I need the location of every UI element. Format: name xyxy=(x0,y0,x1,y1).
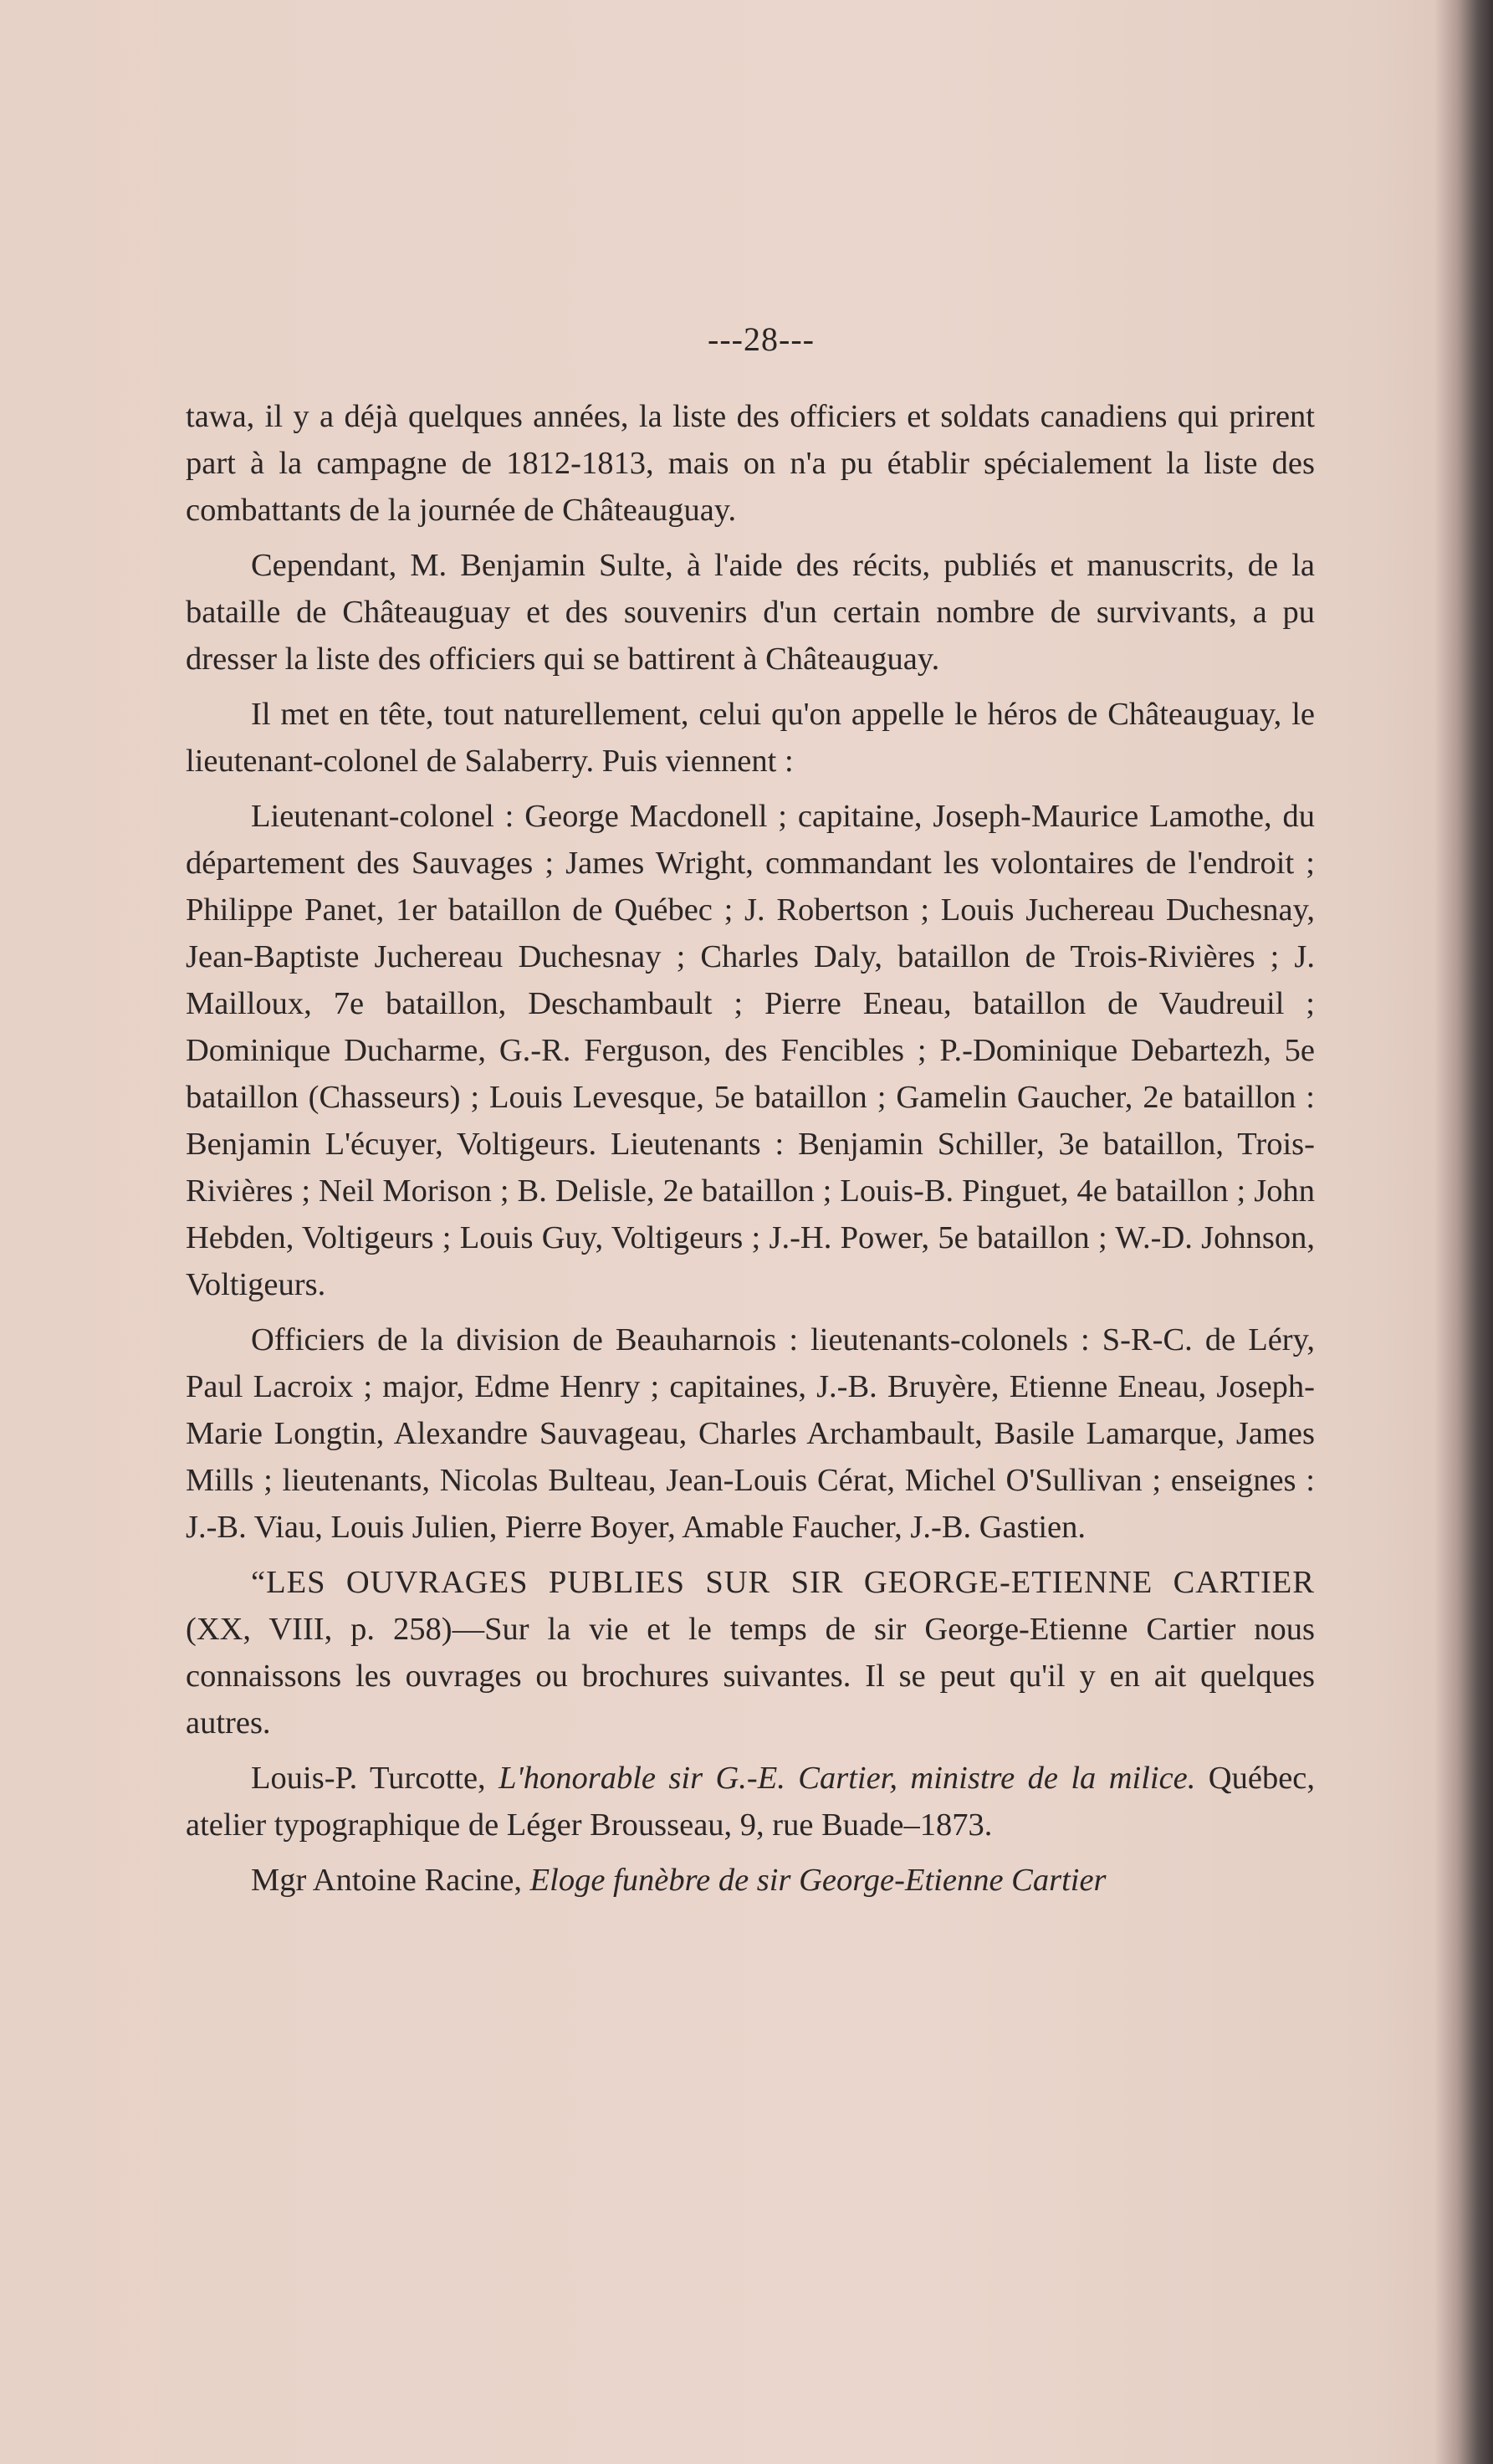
section-paragraph xyxy=(186,1559,1315,1746)
entry-title: L'honorable sir G.-E. Cartier, ministre de la milice. xyxy=(499,1761,1196,1796)
bibliography-entry xyxy=(186,1755,1315,1848)
page-number: ---28--- xyxy=(708,320,815,358)
paragraph: Cependant, M. Benjamin Sulte, à l'aide des récits, publiés et manuscrits, de la bataille de Châteauguay et des souvenirs d'un certain nombre de survivants, a pu dresser la liste des officiers qui se battirent à Châteauguay. xyxy=(186,548,1315,677)
section-text: (XX, VIII, p. 258)—Sur la vie et le temps de sir George-Etienne Cartier nous connaissons les ouvrages ou brochures suivantes. Il se peut qu'il y en ait quelques autres. xyxy=(186,1612,1315,1741)
entry-author: Mgr Antoine Racine, xyxy=(251,1863,522,1898)
book-spine-shadow xyxy=(1434,0,1493,2464)
entry-title: Eloge funèbre de sir George-Etienne Cartier xyxy=(529,1863,1107,1898)
entry-publication: Québec, atelier typographique de Léger Brousseau, 9, rue Buade–1873. xyxy=(186,1761,1315,1843)
entry-author: Louis-P. Turcotte, xyxy=(251,1761,486,1796)
officer-list-paragraph: Officiers de la division de Beauharnois : lieutenants-colonels : S-R-C. de Léry, Paul Lacroix ; major, Edme Henry ; capitaines, J.-B. Bruyère, Etienne Eneau, Joseph-Marie Longtin, Alexandre Sauvageau, Charles Archambault, Basile Lamarque, James Mills ; lieutenants, Nicolas Bulteau, Jean-Louis Cérat, Michel O'Sullivan ; enseignes : J.-B. Viau, Louis Julien, Pierre Boyer, Amable Faucher, J.-B. Gastien. xyxy=(186,1322,1315,1545)
bibliography-entry xyxy=(186,1857,1315,1904)
paragraph: tawa, il y a déjà quelques années, la liste des officiers et soldats canadiens qui prirent part à la campagne de 1812-1813, mais on n'a pu établir spécialement la liste des combattants de la journée de Châteauguay. xyxy=(186,399,1315,528)
body-text xyxy=(186,393,1315,1912)
section-heading: “LES OUVRAGES PUBLIES SUR SIR GEORGE-ETIENNE CARTIER xyxy=(251,1565,1315,1600)
paragraph: Il met en tête, tout naturellement, celui qu'on appelle le héros de Châteauguay, le lieutenant-colonel de Salaberry. Puis viennent : xyxy=(186,697,1315,779)
officer-list-paragraph: Lieutenant-colonel : George Macdonell ; capitaine, Joseph-Maurice Lamothe, du département des Sauvages ; James Wright, commandant les volontaires de l'endroit ; Philippe Panet, 1er bataillon de Québec ; J. Robertson ; Louis Juchereau Duchesnay, Jean-Baptiste Juchereau Duchesnay ; Charles Daly, bataillon de Trois-Rivières ; J. Mailloux, 7e bataillon, Deschambault ; Pierre Eneau, bataillon de Vaudreuil ; Dominique Ducharme, G.-R. Ferguson, des Fencibles ; P.-Dominique Debartezh, 5e bataillon (Chasseurs) ; Louis Levesque, 5e bataillon ; Gamelin Gaucher, 2e bataillon : Benjamin L'écuyer, Voltigeurs. Lieutenants : Benjamin Schiller, 3e bataillon, Trois-Rivières ; Neil Morison ; B. Delisle, 2e bataillon ; Louis-B. Pinguet, 4e bataillon ; John Hebden, Voltigeurs ; Louis Guy, Voltigeurs ; J.-H. Power, 5e bataillon ; W.-D. Johnson, Voltigeurs. xyxy=(186,799,1315,1302)
